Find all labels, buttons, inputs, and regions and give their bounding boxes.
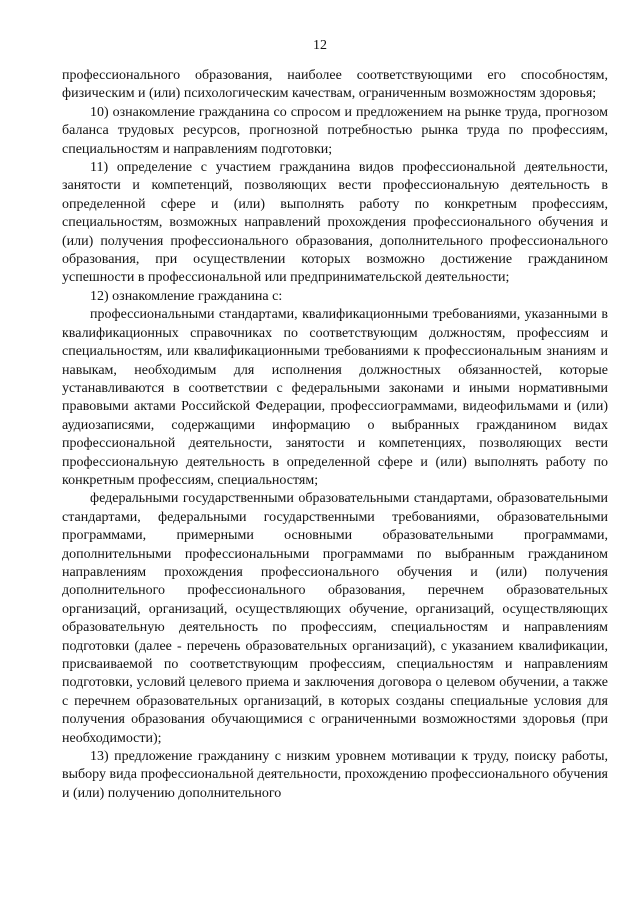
paragraph-item-12: 12) ознакомление гражданина с: [90,288,283,304]
paragraph-item-12-standards: профессиональными стандартами, квалификационными требованиями, указанными в квалификационных справочниках по соответствующим должностям, профессиям и специальностям, или квалификационными требованиями к профессиональным знаниям и навыкам, необходимым для исполнения должностных обязанностей, которые устанавливаются в соответствии с федеральными законами и иными нормативными правовыми актами Российской Федерации, профессиограммами, видеофильмами и (или) аудиозаписями, содержащими информацию о выбранных гражданином видах профессиональной деятельности, занятости и компетенциях, позволяющих вести профессиональную деятельность в определенной сфере и (или) выполнять работу по конкретным профессиям, специальностям; [62,307,608,488]
page-number: 12 [313,38,327,53]
paragraph-item-11: 11) определение с участием гражданина видов профессиональной деятельности, занятости и компетенций, позволяющих вести профессиональную деятельность в определенной сфере и (или) выполнять работу по конкретным профессиям, специальностям, возможных направлений прохождения профессионального обучения и (или) получения профессионального образования, дополнительного профессионального образования, при осуществлении которых возможно достижение гражданином успешности в профессиональной или предпринимательской деятельности; [62,160,608,286]
paragraph-item-10: 10) ознакомление гражданина со спросом и предложением на рынке труда, прогнозом баланса трудовых ресурсов, прогнозной потребностью рынка труда по профессиям, специальностям и направлениям подготовки; [62,104,608,157]
paragraph-continuation: профессионального образования, наиболее соответствующими его способностям, физическим и (или) психологическим качествам, ограниченным возможностям здоровья; [62,68,608,102]
document-body [62,67,608,803]
paragraph-item-13: 13) предложение гражданину с низким уровнем мотивации к труду, поиску работы, выбору вида профессиональной деятельности, прохождению профессионального обучения и (или) получению дополнительного [62,749,608,801]
paragraph-item-12-educational: федеральными государственными образовательными стандартами, образовательными стандартами, федеральными государственными требованиями, образовательными программами, примерными основными образовательными программами, дополнительными профессиональными программами по выбранным гражданином направлениям прохождения профессионального обучения и (или) получения дополнительного профессионального образования, перечнем образовательных организаций, организаций, осуществляющих обучение, организаций, осуществляющих образовательную деятельность по профессиям, специальностям и направлениям подготовки (далее - перечень образовательных организаций), с указанием квалификации, присваиваемой по соответствующим профессиям, специальностям и направлениям подготовки, условий целевого приема и заключения договора о целевом обучении, а также с перечнем образовательных организаций, в которых созданы специальные условия для получения образования обучающимися с ограниченными возможностями здоровья (при необходимости); [62,491,608,746]
